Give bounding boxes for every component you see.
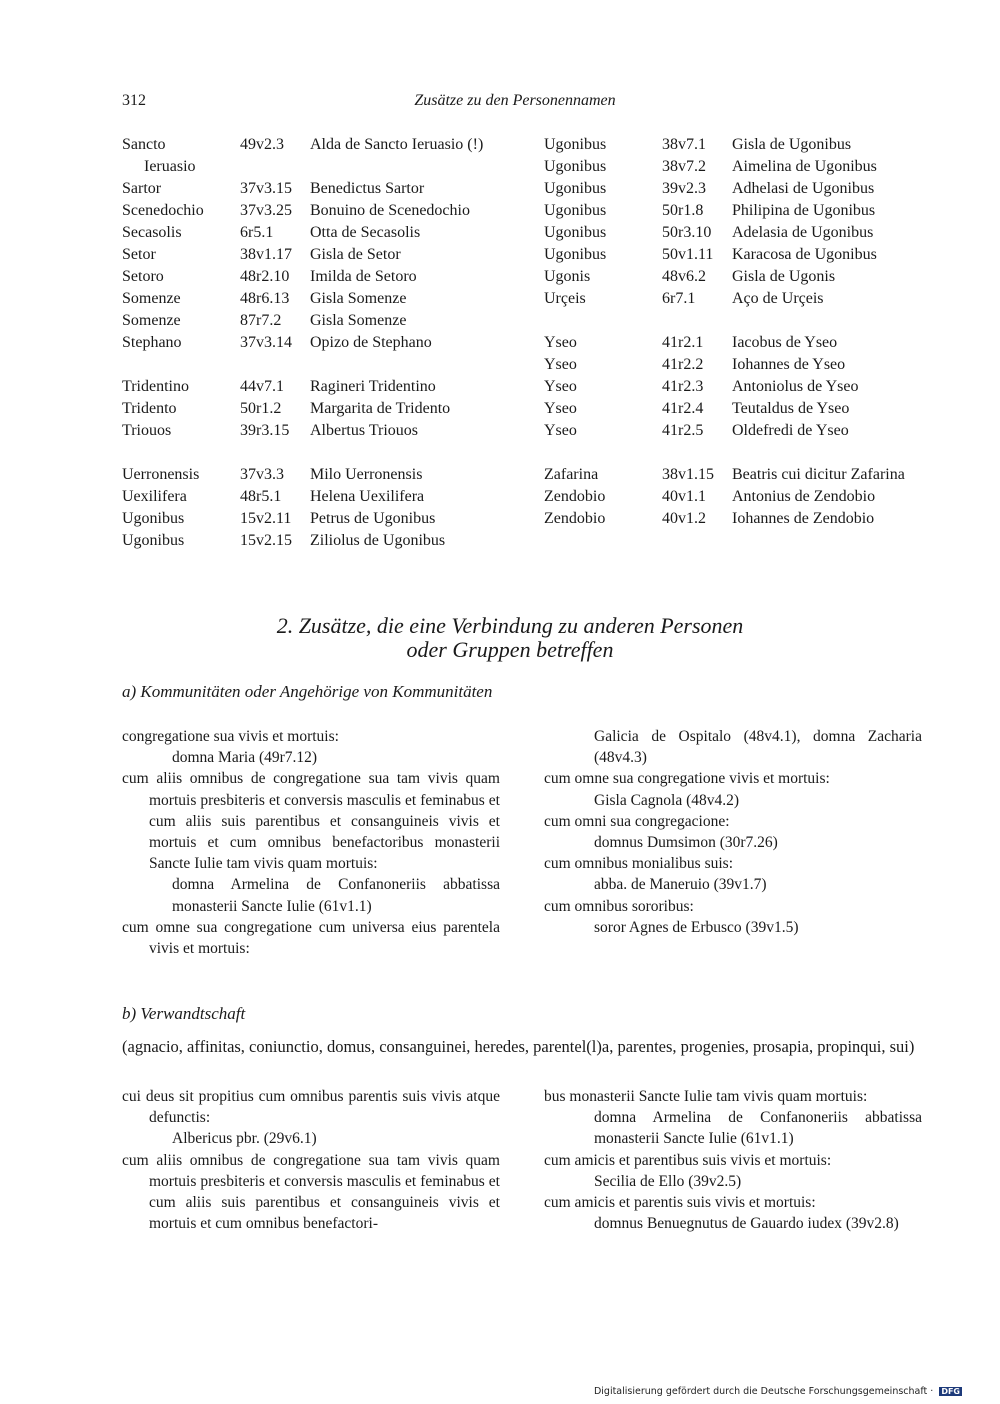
index-name: Scenedochio [122,202,204,219]
index-full-name: Alda de Sancto Ieruasio (!) [310,136,484,153]
index-full-name: Milo Uerronensis [310,466,423,483]
entry-name: Gisla Cagnola (48v4.2) [594,791,740,809]
index-reference: 48r5.1 [240,488,282,505]
index-name: Tridentino [122,378,189,395]
index-name: Ugonibus [544,180,607,197]
index-full-name: Gisla de Ugonibus [732,136,852,153]
index-name: Zendobio [544,510,606,527]
index-full-name: Helena Uexilifera [310,488,425,505]
index-reference: 50r3.10 [662,224,712,241]
index-reference: 38v1.15 [662,466,714,483]
index-reference: 50r1.8 [662,202,704,219]
index-full-name: Gisla Somenze [310,290,407,307]
index-full-name: Philipina de Ugonibus [732,202,876,219]
index-reference: 38v7.1 [662,136,706,153]
index-name: Ugonis [544,268,591,285]
sub-a-right-column [544,726,922,938]
index-full-name: Adhelasi de Ugonibus [732,180,875,197]
index-full-name: Ziliolus de Ugonibus [310,532,446,549]
index-name: Ugonibus [544,202,607,219]
index-name: Yseo [544,334,577,351]
index-reference: 41r2.3 [662,378,704,395]
index-full-name: Margarita de Tridento [310,400,451,417]
index-reference: 41r2.5 [662,422,704,439]
index-reference: 39r3.15 [240,422,290,439]
entry: cum aliis omnibus de congregatione sua tam vivis quam mortuis presbiteris et conversis masculis et feminabus et cum aliis suis parentibus et consanguineis vivis et mortuis et cum omnibus benefactori- [122,1151,500,1233]
index-name: Ugonibus [544,136,607,153]
index-full-name: Teutaldus de Yseo [732,400,850,417]
kinship-terms: (agnacio, affinitas, coniunctio, domus, consanguinei, heredes, parentel(l)a, parentes, progenies, prosapia, propinqui, sui) [122,1037,915,1056]
entry-name: domnus Dumsimon (30r7.26) [594,834,778,852]
index-full-name: Imilda de Setoro [310,268,417,285]
index-name: Stephano [122,334,182,351]
index-full-name: Ragineri Tridentino [310,378,436,395]
index-reference: 38v1.17 [240,246,292,263]
index-name: Yseo [544,356,577,373]
footer-text: Digitalisierung gefördert durch die Deutsche Forschungsgemeinschaft [593,1386,928,1397]
index-name: Somenze [122,290,181,307]
index-full-name: Petrus de Ugonibus [310,510,436,527]
index-full-name: Albertus Triouos [310,422,419,439]
index-name: Ugonibus [122,510,185,527]
subheading-a: a) Kommunitäten oder Angehörige von Kommunitäten [122,682,493,701]
entry: cum omne sua congregatione cum universa eius parentela vivis et mortuis: [122,918,500,958]
index-reference: 38v7.2 [662,158,706,175]
index-full-name: Iohannes de Yseo [732,356,846,373]
page-number: 312 [122,92,146,109]
entry: cum aliis omnibus de congregatione sua tam vivis quam mortuis presbiteris et conversis masculis et feminabus et cum aliis suis parentibus et consanguineis vivis et mortuis et cum omnibus benefactoribus monasterii Sancte Iulie tam vivis quam mortuis: [122,770,500,873]
index-full-name: Iacobus de Yseo [732,334,838,351]
index-full-name: Benedictus Sartor [310,180,425,197]
entry: cum amicis et parentis suis vivis et mortuis: [544,1194,816,1212]
entry: bus monasterii Sancte Iulie tam vivis quam mortuis: [544,1088,868,1105]
index-reference: 6r7.1 [662,290,696,307]
entry-name: domnus Benuegnutus de Gauardo iudex (39v2.8) [594,1215,899,1233]
entry-name: Galicia de Ospitalo (48v4.1), domna Zacharia (48v4.3) [594,728,922,767]
index-reference: 15v2.11 [240,510,292,527]
index-full-name: Bonuino de Scenedochio [310,202,470,219]
index-reference: 15v2.15 [240,532,292,549]
index-full-name: Adelasia de Ugonibus [732,224,874,241]
index-name: Triouos [122,422,172,439]
index-full-name: Antonius de Zendobio [732,488,876,505]
index-name: Yseo [544,422,577,439]
index-full-name: Gisla de Setor [310,246,401,263]
index-reference: 48r2.10 [240,268,290,285]
index-name: Ugonibus [544,246,607,263]
index-reference: 41r2.4 [662,400,704,417]
index-name: Secasolis [122,224,182,241]
index-full-name: Oldefredi de Yseo [732,422,849,439]
index-full-name: Otta de Secasolis [310,224,421,241]
index-name: Ieruasio [144,158,196,175]
index-name: Setoro [122,268,164,285]
index-full-name: Gisla Somenze [310,312,407,329]
index-name: Yseo [544,378,577,395]
index-full-name: Opizo de Stephano [310,334,432,351]
entry: cum amicis et parentibus suis vivis et mortuis: [544,1151,832,1169]
index-name: Tridento [122,400,177,417]
index-reference: 44v7.1 [240,378,284,395]
index-full-name: Gisla de Ugonis [732,268,836,285]
index-reference: 48v6.2 [662,268,706,285]
index-name: Yseo [544,400,577,417]
running-head: Zusätze zu den Personennamen [414,92,616,109]
index-name: Ugonibus [544,158,607,175]
index-reference: 37v3.25 [240,202,292,219]
subheading-b: b) Verwandtschaft [122,1004,246,1023]
section-title [0,614,1000,662]
index-reference: 48r6.13 [240,290,290,307]
index-reference: 37v3.15 [240,180,292,197]
entry-name: abba. de Maneruio (39v1.7) [594,876,767,894]
entry-name: Albericus pbr. (29v6.1) [172,1130,317,1148]
footer: Digitalisierung gefördert durch die Deutsche Forschungsgemeinschaft · DFG [593,1386,960,1397]
index-full-name: Aço de Urçeis [732,290,824,307]
sub-a-left-column [122,726,500,959]
index-full-name: Beatris cui dicitur Zafarina [732,466,905,483]
sub-b-right-column [544,1086,922,1234]
entry: congregatione sua vivis et mortuis: [122,728,339,745]
index-name: Uerronensis [122,466,200,483]
entry-name: domna Maria (49r7.12) [172,749,318,767]
entry: cum omne sua congregatione vivis et mortuis: [544,770,830,788]
index-reference: 41r2.2 [662,356,704,373]
index-full-name: Antoniolus de Yseo [732,378,859,395]
entry: cui deus sit propitius cum omnibus parentis suis vivis atque defunctis: [122,1088,500,1127]
index-name: Urçeis [544,290,586,307]
index-reference: 50v1.11 [662,246,714,263]
index-name: Ugonibus [122,532,185,549]
index-name: Sancto [122,136,166,153]
index-name: Setor [122,246,156,263]
index-reference: 49v2.3 [240,136,284,153]
index-full-name: Iohannes de Zendobio [732,510,875,527]
index-reference: 37v3.3 [240,466,284,483]
section-title-line1: 2. Zusätze, die eine Verbindung zu anderen Personen [276,613,744,638]
index-reference: 40v1.2 [662,510,706,527]
entry: cum omnibus monialibus suis: [544,855,734,873]
index-reference: 6r5.1 [240,224,274,241]
entry-name: soror Agnes de Erbusco (39v1.5) [594,918,799,936]
index-reference: 87r7.2 [240,312,282,329]
index-name: Uexilifera [122,488,187,505]
entry-name: domna Armelina de Confanoneriis abbatissa monasterii Sancte Iulie (61v1.1) [172,876,500,915]
index-reference: 50r1.2 [240,400,282,417]
index-reference: 41r2.1 [662,334,704,351]
index-reference: 39v2.3 [662,180,706,197]
entry-name: domna Armelina de Confanoneriis abbatissa monasterii Sancte Iulie (61v1.1) [594,1109,922,1148]
entry-name: Secilia de Ello (39v2.5) [594,1172,742,1190]
index-reference: 40v1.1 [662,488,706,505]
index-name: Somenze [122,312,181,329]
index-name: Ugonibus [544,224,607,241]
index-full-name: Karacosa de Ugonibus [732,246,877,263]
index-reference: 37v3.14 [240,334,292,351]
index-name: Zafarina [544,466,599,483]
entry: cum omni sua congregacione: [544,812,730,830]
sub-b-left-column [122,1086,500,1234]
entry: cum omnibus sororibus: [544,897,694,915]
index-full-name: Aimelina de Ugonibus [732,158,877,175]
section-title-line2: oder Gruppen betreffen [406,637,614,662]
index-name: Zendobio [544,488,606,505]
index-name: Sartor [122,180,162,197]
dfg-logo: DFG [941,1387,960,1396]
